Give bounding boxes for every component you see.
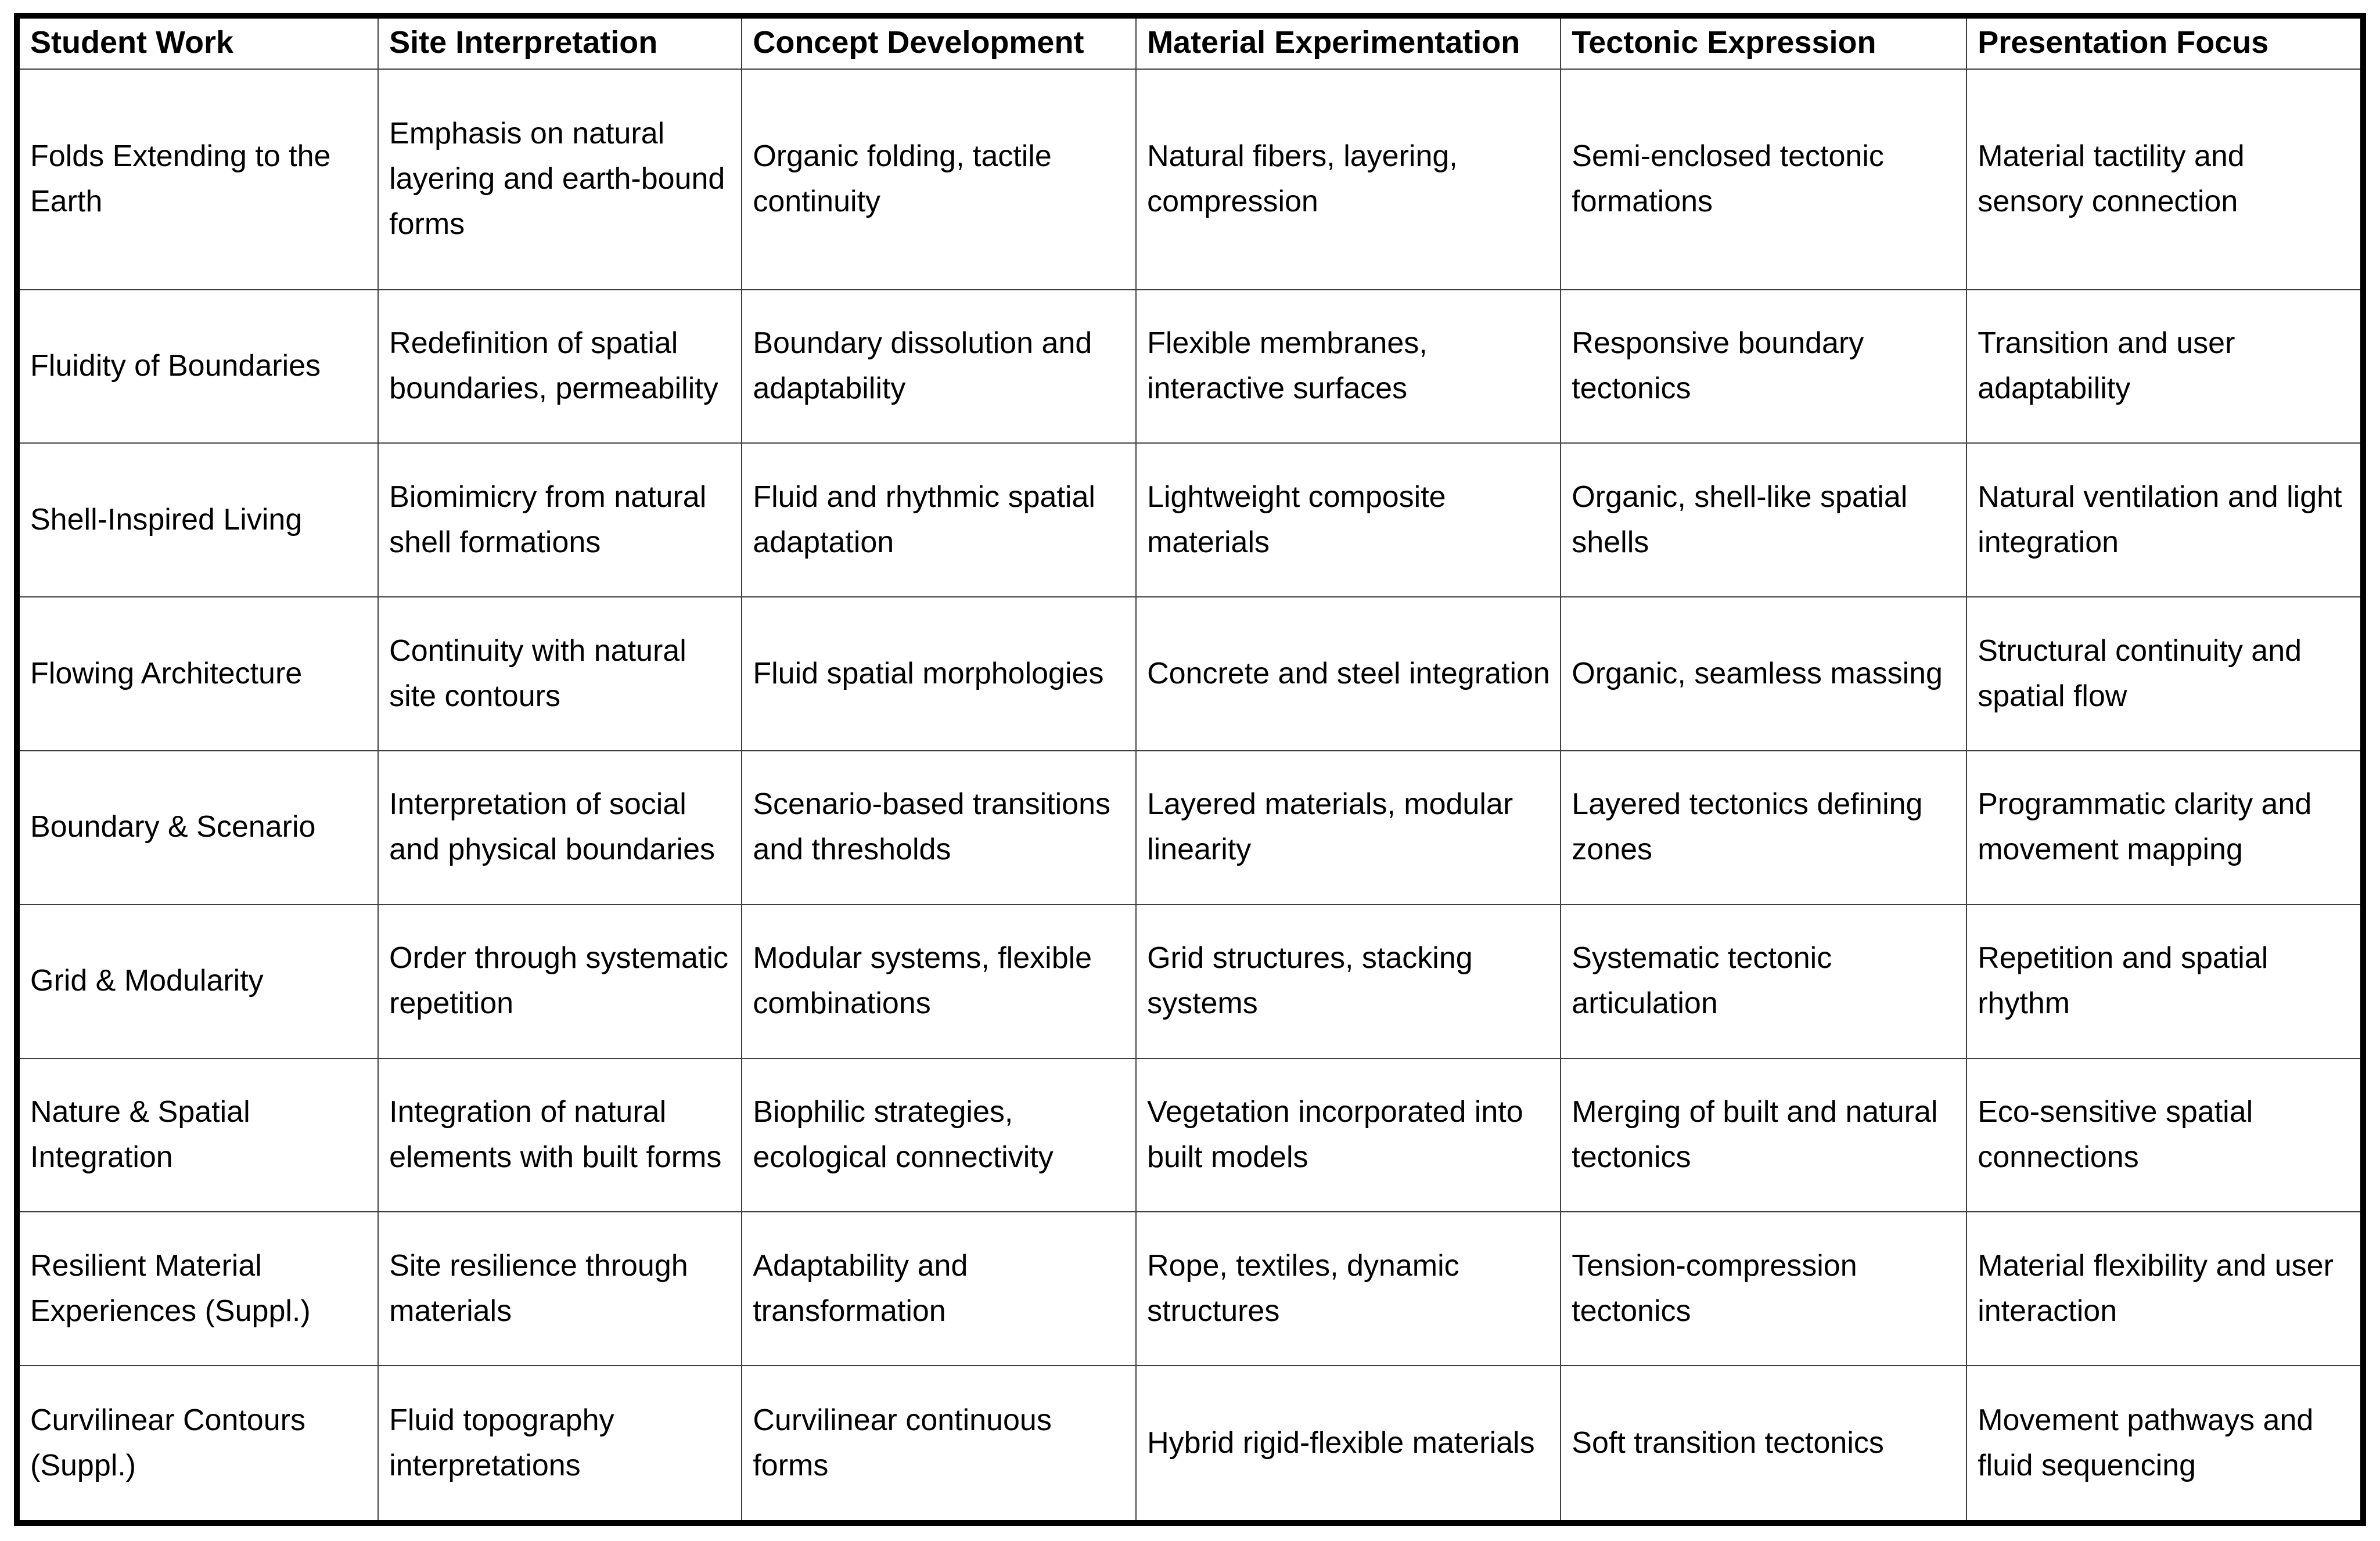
table-cell: Fluid spatial morphologies	[742, 597, 1136, 751]
table-cell: Material tactility and sensory connection	[1966, 69, 2363, 290]
table-cell: Layered materials, modular linearity	[1136, 751, 1561, 905]
table-cell: Redefinition of spatial boundaries, permeability	[378, 290, 742, 444]
table-cell: Site resilience through materials	[378, 1212, 742, 1366]
table-cell: Structural continuity and spatial flow	[1966, 597, 2363, 751]
table-cell: Flexible membranes, interactive surfaces	[1136, 290, 1561, 444]
table-cell: Vegetation incorporated into built models	[1136, 1058, 1561, 1212]
student-work-cell: Shell-Inspired Living	[17, 443, 378, 597]
table-row	[17, 1212, 2363, 1366]
table-cell: Interpretation of social and physical boundaries	[378, 751, 742, 905]
table-cell: Natural fibers, layering, compression	[1136, 69, 1561, 290]
column-header: Concept Development	[742, 16, 1136, 69]
table-body	[17, 69, 2363, 1523]
table-cell: Layered tectonics defining zones	[1561, 751, 1966, 905]
table-row	[17, 597, 2363, 751]
student-work-cell: Folds Extending to the Earth	[17, 69, 378, 290]
table-cell: Fluid topography interpretations	[378, 1366, 742, 1523]
header-row	[17, 16, 2363, 69]
table-cell: Boundary dissolution and adaptability	[742, 290, 1136, 444]
table-cell: Biophilic strategies, ecological connectivity	[742, 1058, 1136, 1212]
table-cell: Modular systems, flexible combinations	[742, 905, 1136, 1058]
table-cell: Continuity with natural site contours	[378, 597, 742, 751]
table-cell: Systematic tectonic articulation	[1561, 905, 1966, 1058]
table-row	[17, 69, 2363, 290]
table-cell: Adaptability and transformation	[742, 1212, 1136, 1366]
table-row	[17, 443, 2363, 597]
table-cell: Integration of natural elements with built forms	[378, 1058, 742, 1212]
table-cell: Fluid and rhythmic spatial adaptation	[742, 443, 1136, 597]
student-work-matrix-table	[14, 13, 2366, 1526]
table-row	[17, 1058, 2363, 1212]
student-work-cell: Fluidity of Boundaries	[17, 290, 378, 444]
table-cell: Repetition and spatial rhythm	[1966, 905, 2363, 1058]
table-row	[17, 751, 2363, 905]
table-cell: Order through systematic repetition	[378, 905, 742, 1058]
student-work-cell: Flowing Architecture	[17, 597, 378, 751]
table-row	[17, 905, 2363, 1058]
table-cell: Eco-sensitive spatial connections	[1966, 1058, 2363, 1212]
table-cell: Organic folding, tactile continuity	[742, 69, 1136, 290]
table-row	[17, 290, 2363, 444]
table-cell: Movement pathways and fluid sequencing	[1966, 1366, 2363, 1523]
table-cell: Tension-compression tectonics	[1561, 1212, 1966, 1366]
student-work-cell: Grid & Modularity	[17, 905, 378, 1058]
table-cell: Responsive boundary tectonics	[1561, 290, 1966, 444]
table-cell: Soft transition tectonics	[1561, 1366, 1966, 1523]
column-header: Tectonic Expression	[1561, 16, 1966, 69]
table-cell: Biomimicry from natural shell formations	[378, 443, 742, 597]
table-cell: Rope, textiles, dynamic structures	[1136, 1212, 1561, 1366]
column-header: Presentation Focus	[1966, 16, 2363, 69]
table-cell: Lightweight composite materials	[1136, 443, 1561, 597]
student-work-cell: Boundary & Scenario	[17, 751, 378, 905]
table-cell: Natural ventilation and light integration	[1966, 443, 2363, 597]
student-work-cell: Resilient Material Experiences (Suppl.)	[17, 1212, 378, 1366]
table-cell: Semi-enclosed tectonic formations	[1561, 69, 1966, 290]
column-header: Material Experimentation	[1136, 16, 1561, 69]
table-cell: Concrete and steel integration	[1136, 597, 1561, 751]
table-cell: Curvilinear continuous forms	[742, 1366, 1136, 1523]
table-cell: Hybrid rigid-flexible materials	[1136, 1366, 1561, 1523]
table-cell: Scenario-based transitions and thresholds	[742, 751, 1136, 905]
table-row	[17, 1366, 2363, 1523]
table-cell: Merging of built and natural tectonics	[1561, 1058, 1966, 1212]
table-cell: Transition and user adaptability	[1966, 290, 2363, 444]
table-cell: Organic, shell-like spatial shells	[1561, 443, 1966, 597]
student-work-cell: Curvilinear Contours (Suppl.)	[17, 1366, 378, 1523]
table-cell: Programmatic clarity and movement mapping	[1966, 751, 2363, 905]
table-cell: Material flexibility and user interaction	[1966, 1212, 2363, 1366]
column-header: Site Interpretation	[378, 16, 742, 69]
table-cell: Organic, seamless massing	[1561, 597, 1966, 751]
table-cell: Emphasis on natural layering and earth-bound forms	[378, 69, 742, 290]
table-cell: Grid structures, stacking systems	[1136, 905, 1561, 1058]
student-work-cell: Nature & Spatial Integration	[17, 1058, 378, 1212]
column-header: Student Work	[17, 16, 378, 69]
